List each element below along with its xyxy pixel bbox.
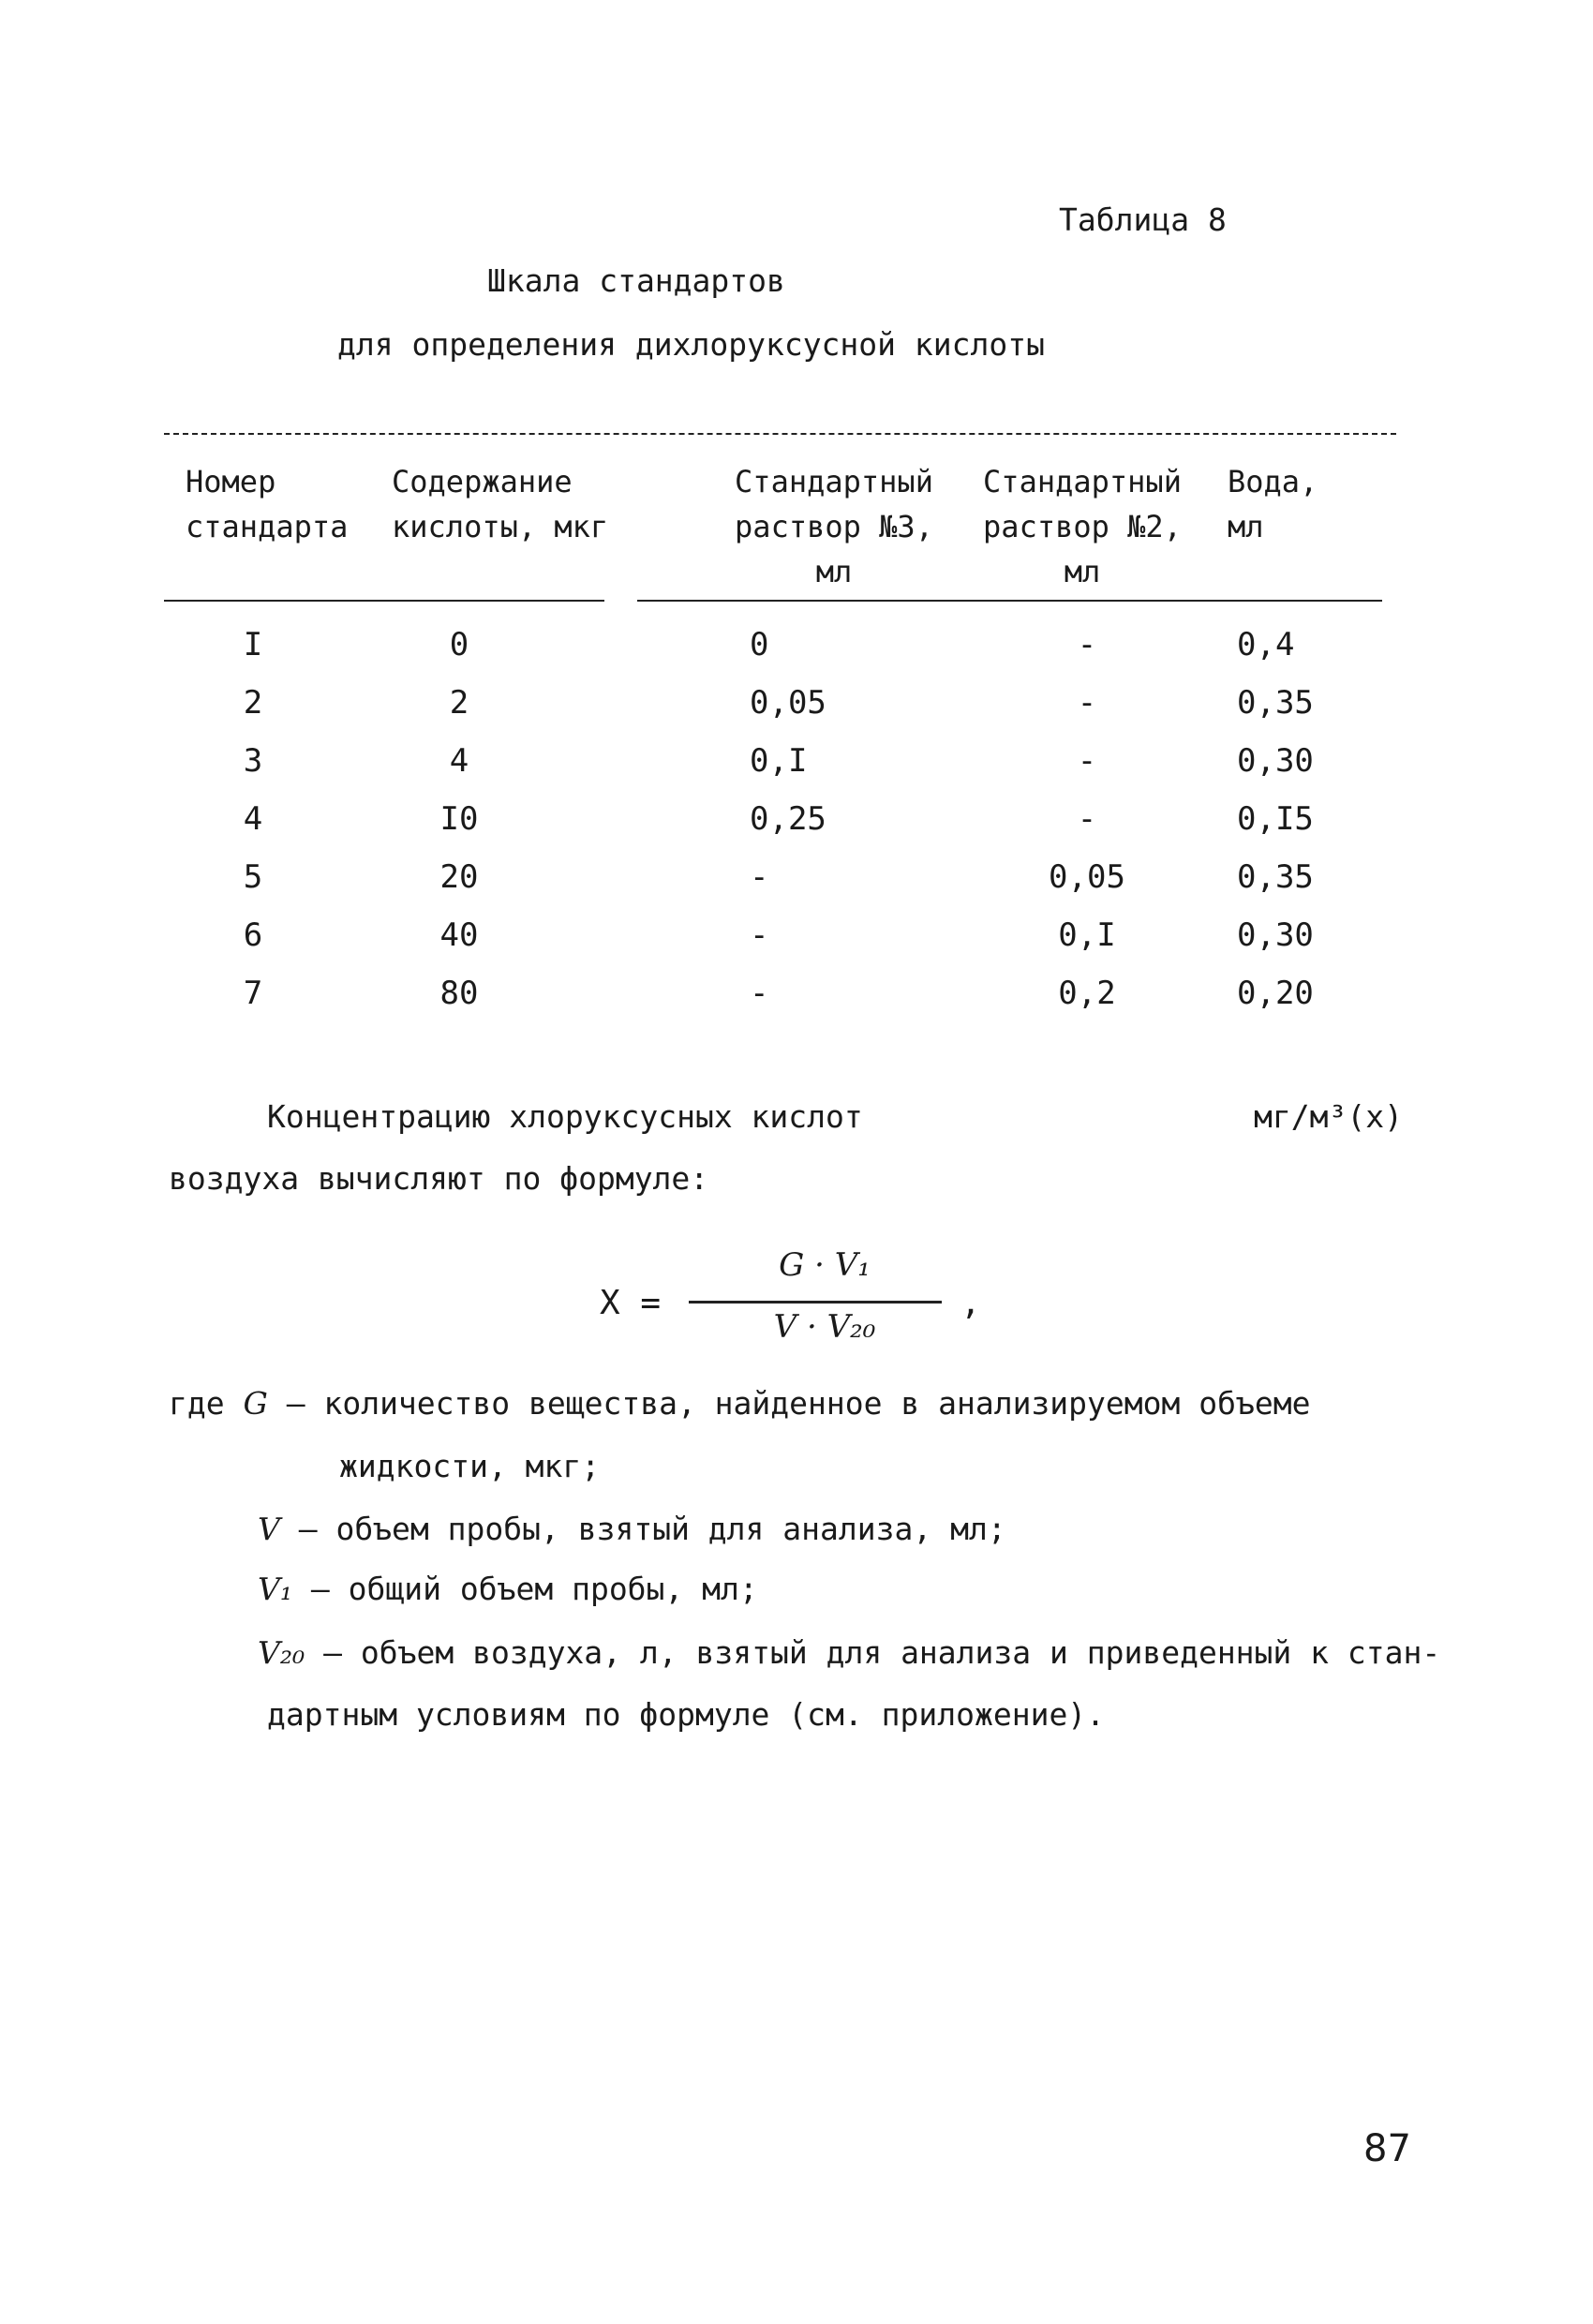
cell-acid-content: 20 <box>439 858 479 896</box>
cell-acid-content: 2 <box>449 684 469 722</box>
cell-water: 0,I5 <box>1237 800 1314 838</box>
table-header-solution-3: Стандартный раствор №3, мл <box>735 464 933 589</box>
definition-text: – общий объем пробы, мл; <box>292 1571 758 1607</box>
cell-acid-content: I0 <box>439 800 479 838</box>
cell-acid-content: 40 <box>439 916 479 954</box>
table-row <box>0 975 1593 1033</box>
cell-standard-number: 4 <box>243 800 263 838</box>
definition-symbol: V <box>258 1511 280 1547</box>
definition-v1 <box>258 1571 758 1607</box>
formula <box>600 1246 993 1378</box>
cell-solution-3: 0,I <box>750 742 808 780</box>
cell-water: 0,4 <box>1237 626 1295 663</box>
table-row <box>0 858 1593 916</box>
table-top-rule <box>164 433 1396 435</box>
cell-solution-3: - <box>750 858 769 896</box>
definition-text: – объем воздуха, л, взятый для анализа и приведенный к стан- <box>305 1634 1441 1671</box>
definition-symbol: V₂₀ <box>258 1634 305 1671</box>
cell-solution-3: - <box>750 916 769 954</box>
table-row <box>0 626 1593 684</box>
cell-standard-number: 2 <box>243 684 263 722</box>
cell-solution-2: 0,05 <box>1049 858 1125 896</box>
table-header-standard-number: Номер стандарта <box>186 464 349 544</box>
paragraph-line-2: воздуха вычисляют по формуле: <box>169 1160 709 1197</box>
table-header-acid-content: Содержание кислоты, мкг <box>392 464 609 544</box>
cell-solution-3: 0 <box>750 626 769 663</box>
formula-fraction-bar <box>689 1301 942 1304</box>
cell-standard-number: 7 <box>243 975 263 1012</box>
cell-standard-number: 6 <box>243 916 263 954</box>
definition-prefix: где <box>169 1385 244 1422</box>
definition-v20-continuation <box>267 1696 1105 1733</box>
table-row <box>0 800 1593 858</box>
definition-text: жидкости, мкг; <box>339 1448 601 1484</box>
definition-text: дартным условиям по формуле (см. приложение). <box>267 1696 1106 1733</box>
paragraph-line-1: Концентрацию хлоруксусных кислот <box>267 1098 863 1135</box>
definition-g <box>169 1385 1310 1422</box>
definition-g-continuation <box>339 1448 600 1484</box>
definition-v <box>258 1511 1006 1547</box>
table-row <box>0 916 1593 975</box>
cell-solution-2: - <box>1077 742 1097 780</box>
definition-text: – объем пробы, взятый для анализа, мл; <box>279 1511 1006 1547</box>
paragraph-units: мг/м³(х) <box>1254 1098 1403 1135</box>
cell-water: 0,35 <box>1237 684 1314 722</box>
cell-standard-number: 5 <box>243 858 263 896</box>
cell-standard-number: 3 <box>243 742 263 780</box>
table-header-water: Вода, мл <box>1228 464 1318 544</box>
cell-solution-2: - <box>1077 800 1097 838</box>
definition-symbol: G <box>243 1385 268 1422</box>
cell-solution-2: - <box>1077 626 1097 663</box>
table-row <box>0 684 1593 742</box>
formula-denominator: V · V₂₀ <box>773 1308 876 1346</box>
definition-v20 <box>258 1634 1440 1671</box>
definition-symbol: V₁ <box>258 1571 293 1607</box>
table-header-rule-left <box>164 600 604 602</box>
cell-water: 0,30 <box>1237 742 1314 780</box>
cell-acid-content: 80 <box>439 975 479 1012</box>
page-number: 87 <box>1363 2127 1411 2170</box>
cell-solution-2: - <box>1077 684 1097 722</box>
formula-lhs: X = <box>600 1284 662 1322</box>
table-label: Таблица 8 <box>1059 201 1227 238</box>
formula-comma: , <box>960 1284 981 1322</box>
cell-solution-3: - <box>750 975 769 1012</box>
table-row <box>0 742 1593 800</box>
table-title-line-2: для определения дихлоруксусной кислоты <box>337 326 1045 363</box>
cell-water: 0,35 <box>1237 858 1314 896</box>
table-title-line-1: Шкала стандартов <box>487 262 785 299</box>
cell-water: 0,20 <box>1237 975 1314 1012</box>
cell-solution-2: 0,2 <box>1058 975 1116 1012</box>
cell-acid-content: 4 <box>449 742 469 780</box>
cell-acid-content: 0 <box>449 626 469 663</box>
formula-numerator: G · V₁ <box>779 1246 871 1284</box>
cell-solution-2: 0,I <box>1058 916 1116 954</box>
cell-standard-number: I <box>243 626 263 663</box>
cell-water: 0,30 <box>1237 916 1314 954</box>
cell-solution-3: 0,05 <box>750 684 826 722</box>
definition-text: – количество вещества, найденное в анализируемом объеме <box>267 1385 1311 1422</box>
cell-solution-3: 0,25 <box>750 800 826 838</box>
table-header-rule-right <box>637 600 1382 602</box>
table-header-solution-2: Стандартный раствор №2, мл <box>983 464 1182 589</box>
